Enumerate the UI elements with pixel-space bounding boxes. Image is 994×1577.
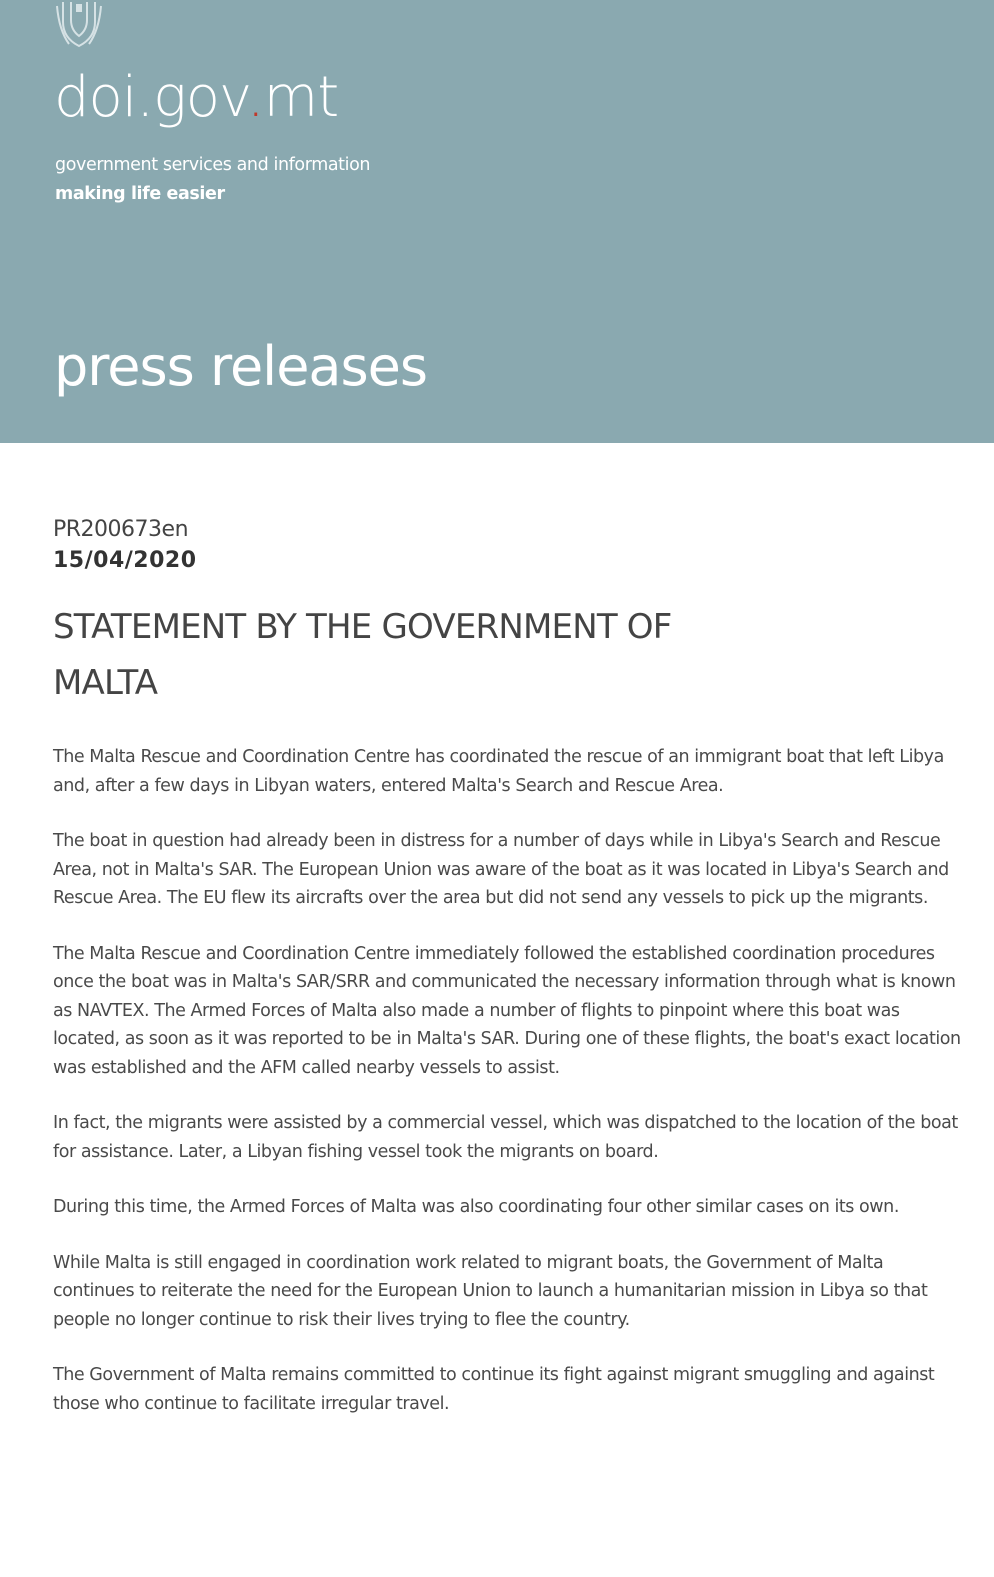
release-date: 15/04/2020 <box>53 548 197 573</box>
site-header <box>0 0 994 443</box>
site-name-dot: . <box>246 65 264 130</box>
site-logo[interactable] <box>54 65 339 130</box>
body-paragraph: The Malta Rescue and Coordination Centre has coordinated the rescue of an immigrant boat that left Libya and, after a few days in Libyan waters, entered Malta's Search and Rescue Area. <box>53 747 944 796</box>
press-release <box>53 515 968 1445</box>
body-paragraph: During this time, the Armed Forces of Malta was also coordinating four other similar cases on its own. <box>53 1197 899 1217</box>
malta-coat-of-arms-icon <box>55 0 103 52</box>
release-body <box>53 743 968 1418</box>
body-paragraph: The Government of Malta remains committed to continue its fight against migrant smuggling and against those who continue to facilitate irregular travel. <box>53 1365 935 1414</box>
release-title: STATEMENT BY THE GOVERNMENT OF MALTA <box>53 607 672 703</box>
section-title: press releases <box>54 335 427 398</box>
body-paragraph: While Malta is still engaged in coordination work related to migrant boats, the Government of Malta continues to reiterate the need for the European Union to launch a humanitarian mission in Libya so that people no longer continue to risk their lives trying to flee the country. <box>53 1252 928 1330</box>
release-reference: PR200673en <box>53 517 189 542</box>
body-paragraph: The Malta Rescue and Coordination Centre immediately followed the established coordination procedures once the boat was in Malta's SAR/SRR and communicated the necessary information through what is known as NAVTEX. The Armed Forces of Malta also made a number of flights to pinpoint where this boat was located, as soon as it was reported to be in Malta's SAR. During one of these flights, the boat's exact location was established and the AFM called nearby vessels to assist. <box>53 943 961 1078</box>
site-name-part1: doi.gov <box>54 65 247 130</box>
site-name-part2: mt <box>263 65 339 130</box>
site-tagline: government services and information <box>55 155 371 175</box>
site-slogan: making life easier <box>55 184 225 204</box>
body-paragraph: The boat in question had already been in distress for a number of days while in Libya's Search and Rescue Area, not in Malta's SAR. The European Union was aware of the boat as it was located in Libya's Search and Rescue Area. The EU flew its aircrafts over the area but did not send any vessels to pick up the migrants. <box>53 831 949 908</box>
body-paragraph: In fact, the migrants were assisted by a commercial vessel, which was dispatched to the location of the boat for assistance. Later, a Libyan fishing vessel took the migrants on board. <box>53 1113 958 1162</box>
